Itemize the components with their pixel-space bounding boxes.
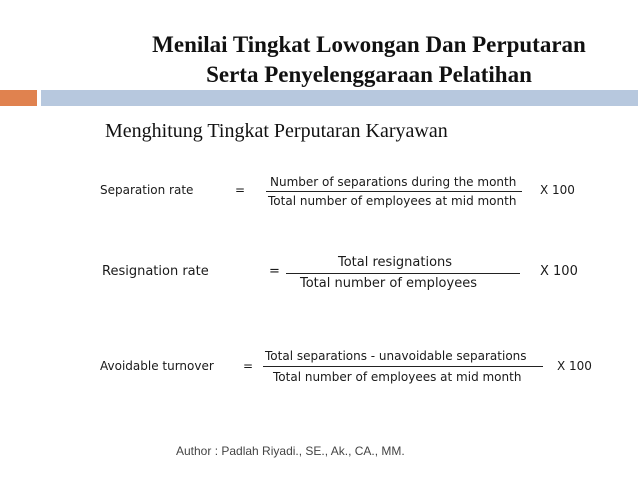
formula-label: Avoidable turnover [100, 359, 214, 373]
formula-numerator: Total resignations [338, 255, 453, 270]
equals-sign: = [243, 359, 254, 373]
slide-title [100, 30, 638, 90]
formula-label: Separation rate [100, 183, 194, 197]
slide-title-line-2: Serta Penyelenggaraan Pelatihan [206, 62, 532, 87]
formula-numerator: Number of separations during the month [270, 175, 517, 189]
equals-sign: = [235, 183, 246, 197]
fraction-line [266, 191, 522, 192]
formula-denominator: Total number of employees [300, 276, 477, 291]
formula-denominator: Total number of employees at mid month [268, 194, 517, 208]
accent-bar-blue [41, 90, 638, 106]
fraction-line [263, 366, 543, 367]
slide-title-line-1: Menilai Tingkat Lowongan Dan Perputaran [152, 32, 586, 57]
multiplier: X 100 [540, 183, 575, 197]
multiplier: X 100 [540, 264, 578, 279]
fraction-line [286, 273, 520, 274]
formula-label: Resignation rate [102, 264, 209, 279]
multiplier: X 100 [557, 359, 592, 373]
section-subtitle: Menghitung Tingkat Perputaran Karyawan [105, 120, 448, 142]
accent-bar-orange [0, 90, 37, 106]
formula-numerator: Total separations - unavoidable separations [265, 349, 527, 363]
equals-sign: = [269, 264, 280, 279]
formula-denominator: Total number of employees at mid month [273, 370, 522, 384]
author-credit: Author : Padlah Riyadi., SE., Ak., CA., MM. [176, 444, 405, 458]
